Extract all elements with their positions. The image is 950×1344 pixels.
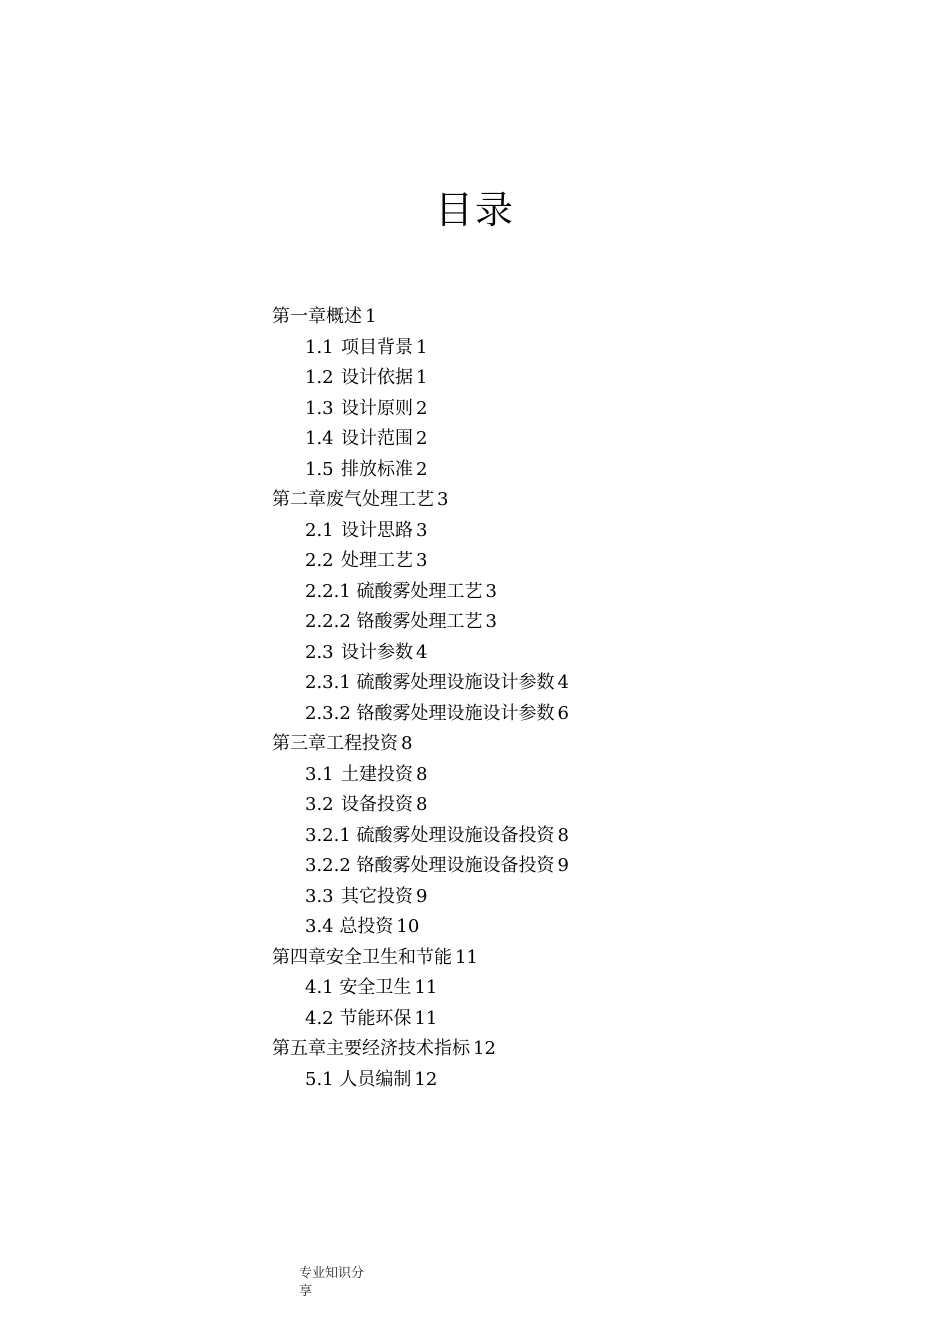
toc-entry-page: 1 bbox=[416, 367, 428, 388]
toc-entry-number: 3.1 bbox=[305, 763, 334, 785]
toc-entry-number: 4.2 bbox=[305, 1007, 334, 1029]
toc-entry[interactable] bbox=[272, 424, 772, 455]
footer-line-2: 享 bbox=[299, 1284, 313, 1299]
toc-entry-number: 3.2 bbox=[305, 794, 334, 815]
toc-entry-number: 1.5 bbox=[305, 458, 334, 480]
footer-line-1: 专业知识分 bbox=[299, 1266, 365, 1281]
toc-entry-page: 11 bbox=[414, 977, 438, 998]
toc-entry-page: 11 bbox=[414, 1007, 438, 1029]
toc-entry-title: 人员编制 bbox=[339, 1068, 412, 1090]
toc-entry-number: 1.1 bbox=[305, 336, 334, 358]
toc-entry-title: 设备投资 bbox=[341, 794, 413, 815]
toc-entry-page: 9 bbox=[557, 855, 569, 876]
toc-entry-number: 3.2.2 bbox=[305, 855, 351, 876]
toc-entry[interactable] bbox=[272, 851, 772, 882]
toc-entry-title: 其它投资 bbox=[341, 885, 413, 907]
toc-entry[interactable] bbox=[272, 882, 772, 913]
footer bbox=[299, 1265, 379, 1301]
toc-entry-title: 硫酸雾处理工艺 bbox=[356, 580, 483, 602]
toc-entry-number: 2.2 bbox=[305, 550, 334, 571]
toc-entry-title: 设计范围 bbox=[341, 428, 413, 449]
toc-entry[interactable] bbox=[272, 638, 772, 669]
toc-entry-title: 废气处理工艺 bbox=[326, 489, 434, 510]
toc-entry[interactable] bbox=[272, 516, 772, 547]
toc-entry-page: 12 bbox=[473, 1038, 496, 1059]
toc-entry-number: 第五章 bbox=[272, 1038, 326, 1059]
toc-entry-page: 2 bbox=[416, 458, 428, 480]
toc-entry-title: 设计思路 bbox=[341, 519, 413, 541]
toc-entry-page: 3 bbox=[416, 519, 428, 541]
toc-entry-title: 设计参数 bbox=[341, 641, 413, 663]
toc-entry-number: 1.4 bbox=[305, 428, 334, 449]
toc-entry[interactable] bbox=[272, 760, 772, 791]
toc-entry-title: 硫酸雾处理设施设备投资 bbox=[356, 824, 555, 846]
toc-entry-title: 总投资 bbox=[339, 916, 394, 937]
toc-entry-page: 3 bbox=[485, 580, 497, 602]
toc-entry[interactable] bbox=[272, 394, 772, 425]
toc-entry-title: 设计依据 bbox=[341, 367, 413, 388]
toc-entry[interactable] bbox=[272, 546, 772, 577]
toc-entry-page: 9 bbox=[416, 885, 428, 907]
toc-entry-page: 12 bbox=[414, 1068, 438, 1090]
toc-entry[interactable] bbox=[272, 790, 772, 821]
toc-entry[interactable] bbox=[272, 973, 772, 1004]
toc-entry-title: 项目背景 bbox=[341, 336, 413, 358]
toc-entry[interactable] bbox=[272, 455, 772, 486]
toc-entry-page: 2 bbox=[416, 428, 428, 449]
toc-entry-title: 铬酸雾处理设施设计参数 bbox=[356, 702, 555, 724]
toc-entry-page: 4 bbox=[557, 672, 569, 693]
toc-entry-title: 安全卫生 bbox=[339, 977, 412, 998]
toc-entry-number: 第四章 bbox=[272, 946, 326, 968]
toc-entry-title: 安全卫生和节能 bbox=[326, 946, 452, 968]
toc-entry-number: 4.1 bbox=[305, 977, 334, 998]
page-title: 目录 bbox=[434, 188, 515, 232]
toc-entry-number: 2.3 bbox=[305, 641, 334, 663]
toc-entry[interactable] bbox=[272, 668, 772, 699]
toc-entry[interactable] bbox=[272, 577, 772, 608]
toc-entry-page: 1 bbox=[365, 306, 377, 327]
toc-entry-title: 铬酸雾处理设施设备投资 bbox=[356, 855, 555, 876]
toc-entry-page: 3 bbox=[485, 611, 497, 632]
toc-entry-title: 主要经济技术指标 bbox=[326, 1038, 470, 1059]
toc-entry-title: 工程投资 bbox=[326, 733, 398, 754]
toc-entry-page: 8 bbox=[401, 733, 413, 754]
toc-entry-page: 2 bbox=[416, 397, 428, 419]
toc-entry-page: 3 bbox=[416, 550, 428, 571]
toc-entry[interactable] bbox=[272, 699, 772, 730]
toc-entry-title: 排放标准 bbox=[341, 458, 413, 480]
toc-entry-number: 1.2 bbox=[305, 367, 334, 388]
toc-entry-title: 设计原则 bbox=[341, 397, 413, 419]
toc-entry-title: 概述 bbox=[326, 306, 362, 327]
toc-entry[interactable] bbox=[272, 333, 772, 364]
toc-entry-number: 2.3.2 bbox=[305, 702, 351, 724]
toc-entry-number: 2.2.1 bbox=[305, 580, 351, 602]
toc-entry[interactable] bbox=[272, 943, 772, 974]
toc-entry-number: 2.2.2 bbox=[305, 611, 351, 632]
toc-entry-page: 3 bbox=[437, 489, 449, 510]
toc-entry-page: 4 bbox=[416, 641, 428, 663]
toc-entry-title: 硫酸雾处理设施设计参数 bbox=[356, 672, 555, 693]
toc-entry[interactable] bbox=[272, 607, 772, 638]
toc-entry-number: 3.3 bbox=[305, 885, 334, 907]
toc-entry-page: 11 bbox=[455, 946, 478, 968]
toc-entry-page: 8 bbox=[557, 824, 569, 846]
toc-entry-page: 8 bbox=[416, 763, 428, 785]
toc-entry[interactable] bbox=[272, 821, 772, 852]
toc-entry[interactable] bbox=[272, 363, 772, 394]
toc-entry-number: 第二章 bbox=[272, 489, 326, 510]
toc-entry-number: 第一章 bbox=[272, 306, 326, 327]
toc-entry-title: 土建投资 bbox=[341, 763, 413, 785]
toc-entry[interactable] bbox=[272, 1034, 772, 1065]
toc-entry-number: 2.3.1 bbox=[305, 672, 351, 693]
toc-entry[interactable] bbox=[272, 1065, 772, 1096]
toc-entry[interactable] bbox=[272, 302, 772, 333]
toc-entry-page: 6 bbox=[557, 702, 569, 724]
toc-entry-number: 5.1 bbox=[305, 1068, 334, 1090]
toc-entry-title: 处理工艺 bbox=[341, 550, 413, 571]
toc-entry-title: 铬酸雾处理工艺 bbox=[356, 611, 483, 632]
toc-entry-title: 节能环保 bbox=[339, 1007, 412, 1029]
toc-entry-number: 3.4 bbox=[305, 916, 334, 937]
toc-entry[interactable] bbox=[272, 1004, 772, 1035]
toc-entry-number: 3.2.1 bbox=[305, 824, 351, 846]
toc-entry[interactable] bbox=[272, 485, 772, 516]
toc-entry-page: 10 bbox=[396, 916, 420, 937]
toc-entry[interactable] bbox=[272, 729, 772, 760]
table-of-contents bbox=[272, 302, 772, 1095]
toc-entry-number: 第三章 bbox=[272, 733, 326, 754]
toc-entry-number: 1.3 bbox=[305, 397, 334, 419]
toc-entry-number: 2.1 bbox=[305, 519, 334, 541]
toc-entry-page: 1 bbox=[416, 336, 428, 358]
toc-entry[interactable] bbox=[272, 912, 772, 943]
toc-entry-page: 8 bbox=[416, 794, 428, 815]
